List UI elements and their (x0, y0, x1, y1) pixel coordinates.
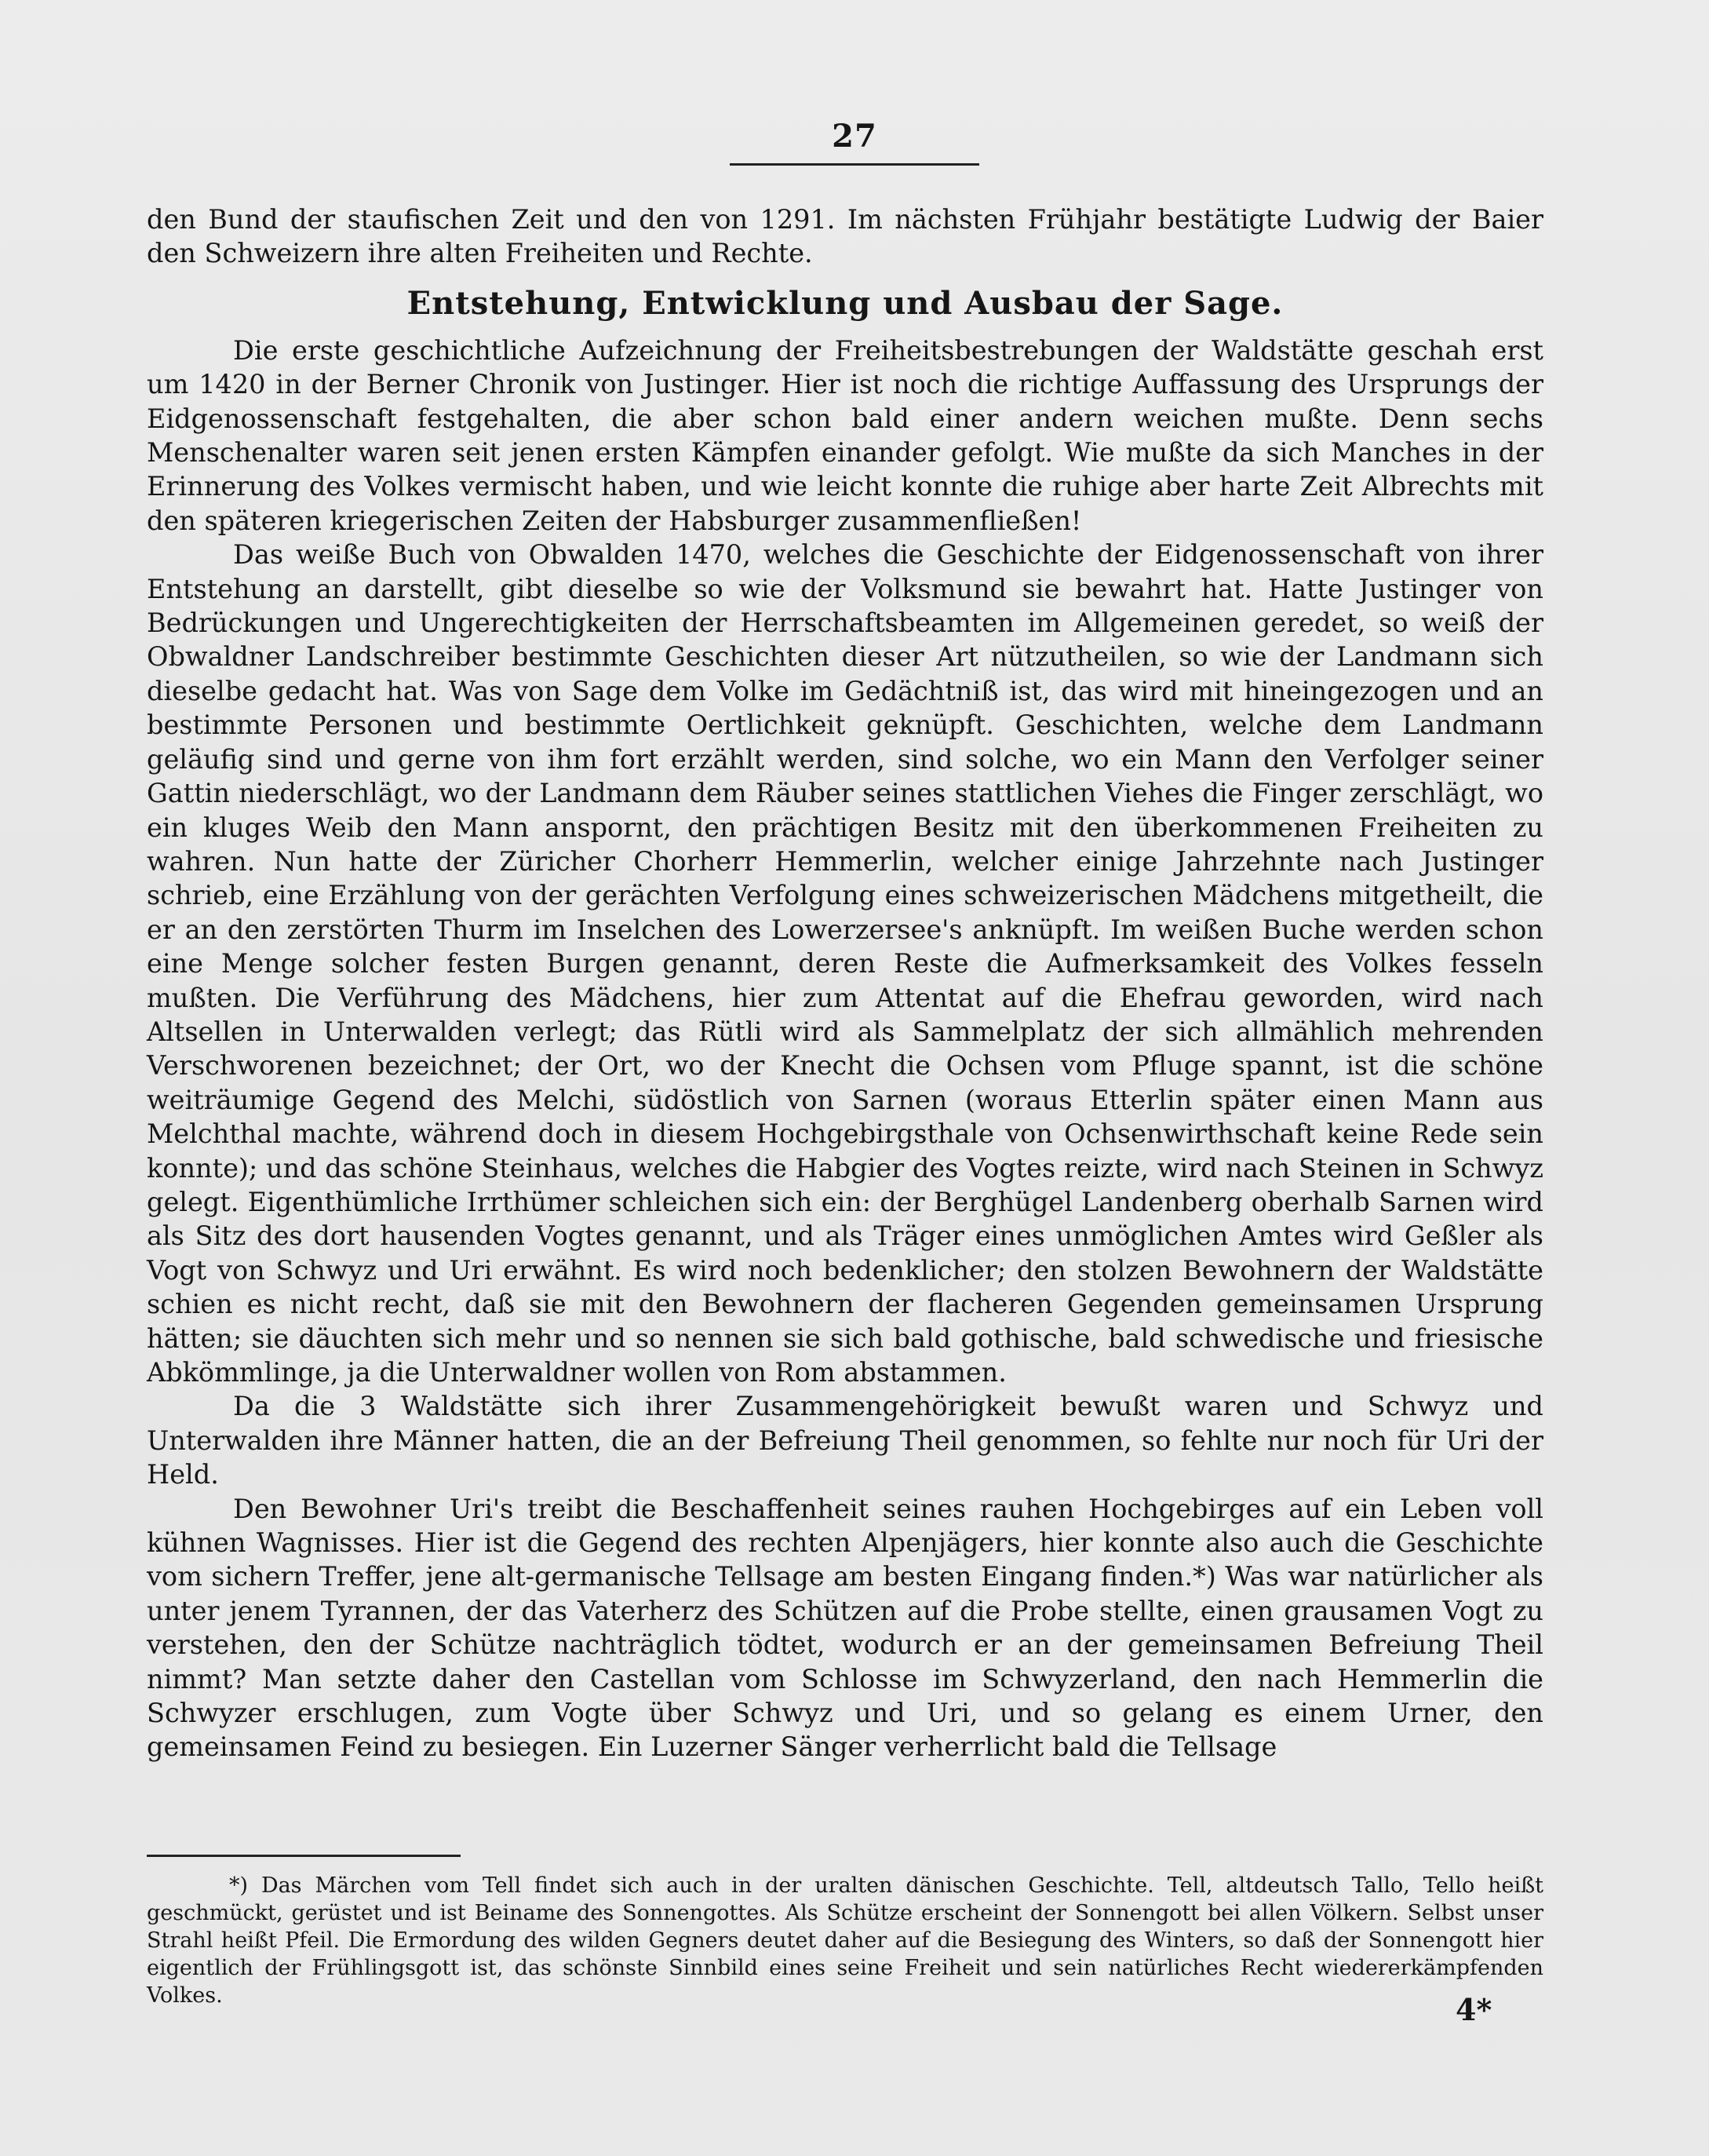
paragraph-3: Da die 3 Waldstätte sich ihrer Zusammengehörigkeit bewußt waren und Schwyz und Unterwalden ihre Männer hatten, die an der Befreiung Theil genommen, so fehlte nur noch für Uri der Held. (147, 1391, 1543, 1490)
footnotes (147, 1872, 1543, 2009)
paragraph-1: Die erste geschichtliche Aufzeichnung der Freiheitsbestrebungen der Waldstätte geschah erst um 1420 in der Berner Chronik von Justinger. Hier ist noch die richtige Auffassung des Ursprungs der Eidgenossenschaft festgehalten, die aber schon bald einer andern weichen mußte. Denn sechs Menschenalter waren seit jenen ersten Kämpfen einander gefolgt. Wie mußte da sich Manches in der Erinnerung des Volkes vermischt haben, und wie leicht konnte die ruhige aber harte Zeit Albrechts mit den späteren kriegerischen Zeiten der Habsburger zusammenfließen! (147, 334, 1543, 536)
footnote-rule (147, 1855, 461, 1857)
footnote-text: *) Das Märchen vom Tell findet sich auch in der uralten dänischen Geschichte. Tell, altdeutsch Tallo, Tello heißt geschmückt, gerüstet und ist Beiname des Sonnengottes. Als Schütze erscheint der Sonnengott bei allen Völkern. Selbst unser Strahl heißt Pfeil. Die Ermordung des wilden Gegners deutet daher auf die Besiegung des Winters, so daß der Sonnengott hier eigentlich der Frühlingsgott ist, das schönste Sinnbild eines seine Freiheit und sein natürliches Recht wiedererkämpfenden Volkes. (147, 1873, 1543, 2008)
intro-paragraph: den Bund der staufischen Zeit und den von 1291. Im nächsten Frühjahr bestätigte Ludwig der Baier den Schweizern ihre alten Freiheiten und Rechte. (147, 204, 1543, 269)
paragraph-2: Das weiße Buch von Obwalden 1470, welches die Geschichte der Eidgenossenschaft von ihrer Entstehung an darstellt, gibt dieselbe so wie der Volksmund sie bewahrt hat. Hatte Justinger von Bedrückungen und Ungerechtigkeiten der Herrschaftsbeamten im Allgemeinen geredet, so weiß der Obwaldner Landschreiber bestimmte Geschichten dieser Art nützutheilen, so wie der Landmann sich dieselbe gedacht hat. Was von Sage dem Volke im Gedächtniß ist, das wird mit hineingezogen und an bestimmte Personen und bestimmte Oertlichkeit geknüpft. Geschichten, welche dem Landmann geläufig sind und gerne von ihm fort erzählt werden, sind solche, wo ein Mann den Verfolger seiner Gattin niederschlägt, wo der Landmann dem Räuber seines stattlichen Viehes die Finger zerschlägt, wo ein kluges Weib den Mann anspornt, den prächtigen Besitz mit den überkommenen Freiheiten zu wahren. Nun hatte der Züricher Chorherr Hemmerlin, welcher einige Jahrzehnte nach Justinger schrieb, eine Erzählung von der gerächten Verfolgung eines schweizerischen Mädchens mitgetheilt, die er an den zerstörten Thurm im Inselchen des Lowerzersee's anknüpft. Im weißen Buche werden schon eine Menge solcher festen Burgen genannt, deren Reste die Aufmerksamkeit des Volkes fesseln mußten. Die Verführung des Mädchens, hier zum Attentat auf die Ehefrau geworden, wird nach Altsellen in Unterwalden verlegt; das Rütli wird als Sammelplatz der sich allmählich mehrenden Verschworenen bezeichnet; der Ort, wo der Knecht die Ochsen vom Pfluge spannt, ist die schöne weiträumige Gegend des Melchi, südöstlich von Sarnen (woraus Etterlin später einen Mann aus Melchthal machte, während doch in diesem Hochgebirgsthale von Ochsenwirthschaft keine Rede sein konnte); und das schöne Steinhaus, welches die Habgier des Vogtes reizte, wird nach Steinen in Schwyz gelegt. Eigenthümliche Irrthümer schleichen sich ein: der Berghügel Landenberg oberhalb Sarnen wird als Sitz des dort hausenden Vogtes genannt, und als Träger eines unmöglichen Amtes wird Geßler als Vogt von Schwyz und Uri erwähnt. Es wird noch bedenklicher; den stolzen Bewohnern der Waldstätte schien es nicht recht, daß sie mit den Bewohnern der flacheren Gegenden gemeinsamen Ursprung hätten; sie däuchten sich mehr und so nennen sie sich bald gothische, bald schwedische und friesische Abkömmlinge, ja die Unterwaldner wollen von Rom abstammen. (147, 539, 1543, 1388)
body-text (147, 202, 1543, 1764)
signature-mark: 4* (1456, 1992, 1492, 2027)
header-rule (730, 163, 979, 166)
paragraph-4: Den Bewohner Uri's treibt die Beschaffenheit seines rauhen Hochgebirges auf ein Leben voll kühnen Wagnisses. Hier ist die Gegend des rechten Alpenjägers, hier konnte also auch die Geschichte vom sichern Treffer, jene alt-germanische Tellsage am besten Eingang finden.*) Was war natürlicher als unter jenem Tyrannen, der das Vaterherz des Schützen auf die Probe stellte, einen grausamen Vogt zu verstehen, den der Schütze nachträglich tödtet, wodurch er an der gemeinsamen Befreiung Theil nimmt? Man setzte daher den Castellan vom Schlosse im Schwyzerland, den nach Hemmerlin die Schwyzer erschlugen, zum Vogte über Schwyz und Uri, und so gelang es einem Urner, den gemeinsamen Feind zu besiegen. Ein Luzerner Sänger verherrlicht bald die Tellsage (147, 1493, 1543, 1763)
section-heading: Entstehung, Entwicklung und Ausbau der Sage. (406, 284, 1284, 322)
page-number: 27 (832, 118, 877, 155)
